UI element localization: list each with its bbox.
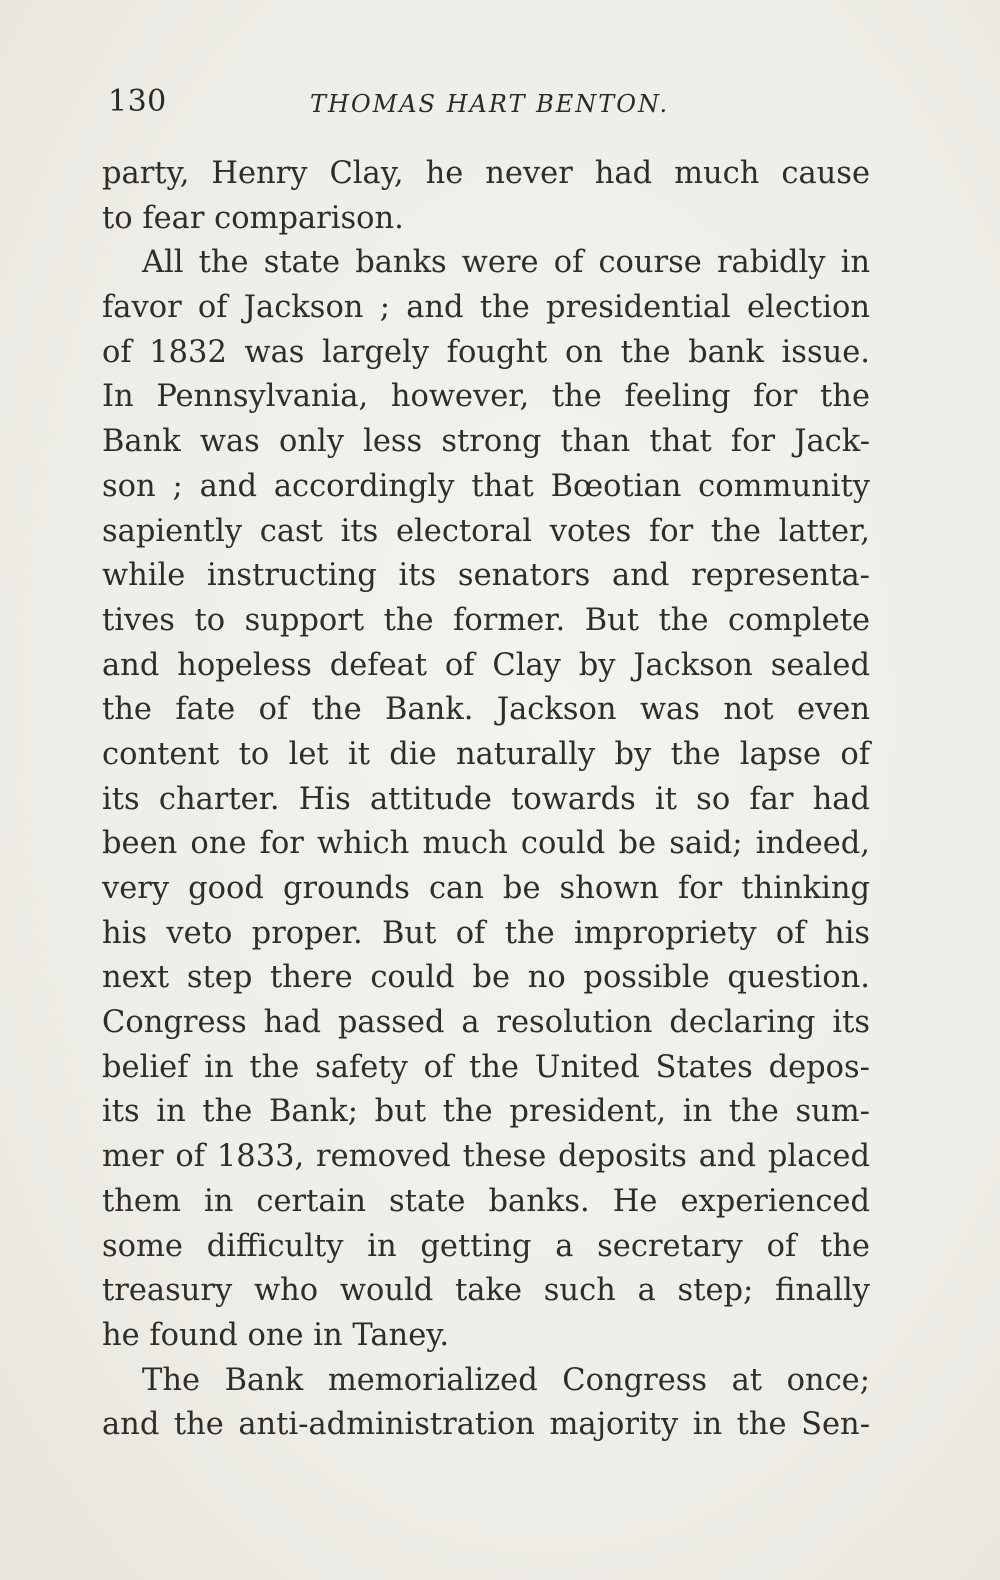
text-line: and the anti-administration majority in the Sen- (102, 1407, 870, 1443)
text-line: favor of Jackson ; and the presidential election (102, 290, 870, 326)
text-line: son ; and accordingly that Bœotian community (102, 468, 870, 504)
text-line: The Bank memorialized Congress at once; (142, 1362, 870, 1398)
text-line: belief in the safety of the United States depos- (102, 1049, 870, 1085)
text-line: the fate of the Bank. Jackson was not even (102, 692, 870, 728)
text-line: its in the Bank; but the president, in the sum- (102, 1094, 870, 1130)
text-line: party, Henry Clay, he never had much cause (102, 156, 870, 191)
text-line: them in certain state banks. He experienced (102, 1183, 870, 1219)
page-number: 130 (108, 84, 167, 119)
text-line: sapiently cast its electoral votes for the latter, (102, 513, 870, 549)
text-line: next step there could be no possible question. (102, 960, 870, 996)
text-line: to fear comparison. (102, 200, 404, 236)
text-line: Bank was only less strong than that for Jack- (102, 424, 870, 460)
text-line: been one for which much could be said; indeed, (102, 826, 870, 862)
text-line: In Pennsylvania, however, the feeling for the (102, 379, 870, 415)
text-line: Congress had passed a resolution declaring its (102, 1005, 870, 1041)
text-line: he found one in Taney. (102, 1317, 450, 1353)
text-line: very good grounds can be shown for thinking (102, 871, 870, 906)
text-line: of 1832 was largely fought on the bank issue. (102, 334, 870, 370)
text-line: and hopeless defeat of Clay by Jackson sealed (102, 647, 870, 683)
text-line: its charter. His attitude towards it so far had (102, 781, 870, 817)
text-line: treasury who would take such a step; finally (102, 1273, 870, 1309)
text-line: tives to support the former. But the complete (102, 602, 870, 638)
body-text (102, 152, 870, 1448)
page-header (108, 84, 888, 132)
text-line: while instructing its senators and representa- (102, 558, 870, 594)
running-head: THOMAS HART BENTON. (310, 90, 670, 118)
text-line: his veto proper. But of the impropriety of his (102, 915, 870, 951)
text-line: mer of 1833, removed these deposits and placed (102, 1139, 870, 1175)
text-line: some difficulty in getting a secretary of the (102, 1228, 870, 1264)
text-line: content to let it die naturally by the lapse of (102, 736, 870, 772)
text-line: All the state banks were of course rabidly in (142, 245, 870, 281)
